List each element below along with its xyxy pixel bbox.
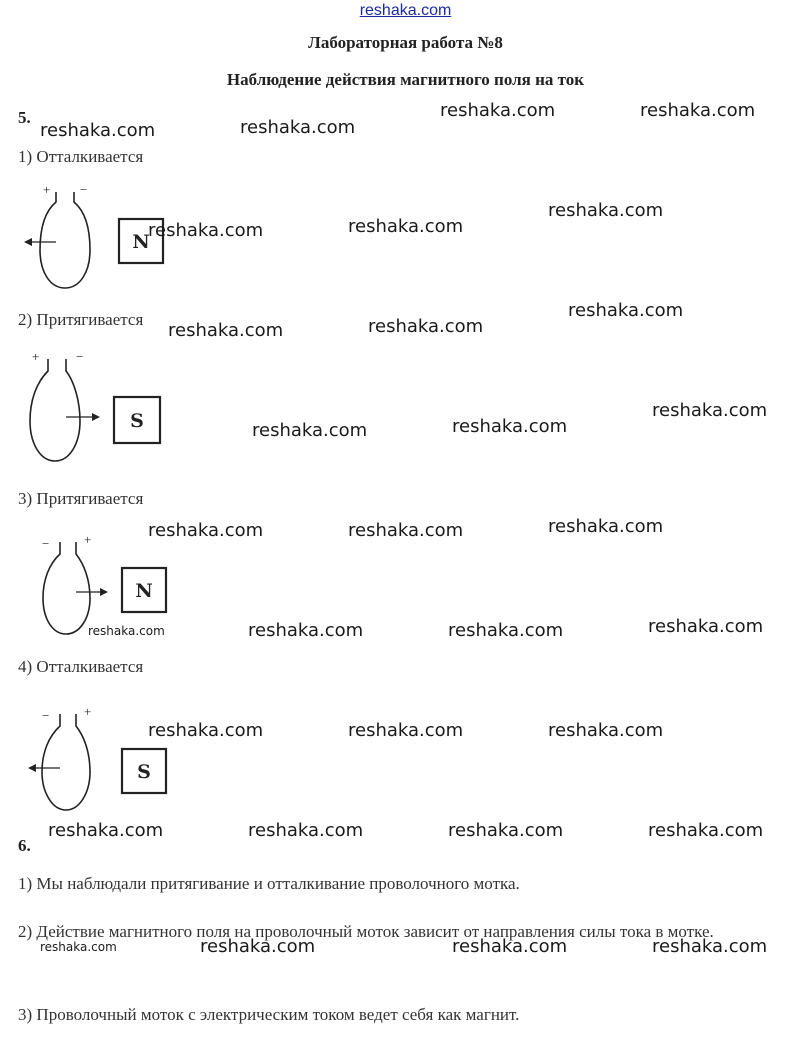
watermark: reshaka.com [568,300,684,321]
item-3-label: 3) Притягивается [18,489,144,508]
answer-1: 1) Мы наблюдали притягивание и отталкивание проволочного мотка. [18,874,520,893]
watermark: reshaka.com [168,320,284,341]
watermark: reshaka.com [148,520,264,541]
page-title: Лабораторная работа №8 [308,33,503,52]
watermark: reshaka.com [452,416,568,437]
watermark: reshaka.com [40,120,156,141]
answer-2: 2) Действие магнитного поля на проволочный моток зависит от направления силы тока в мотке. [18,922,714,941]
watermark: reshaka.com [348,720,464,741]
answer-3: 3) Проволочный моток с электрическим током ведет себя как магнит. [18,1005,520,1024]
watermark: reshaka.com [448,620,564,641]
watermark: reshaka.com [440,100,556,121]
coil-terminal-sign: + [43,182,51,197]
watermark: reshaka.com [348,216,464,237]
watermark: reshaka.com [648,820,764,841]
watermark: reshaka.com [148,720,264,741]
item-2-label: 2) Притягивается [18,310,144,329]
section-6-number: 6. [18,836,31,855]
watermark: reshaka.com [548,200,664,221]
watermark: reshaka.com [652,936,768,957]
watermark: reshaka.com [248,620,364,641]
item-4-label: 4) Отталкивается [18,657,144,676]
watermark: reshaka.com [452,936,568,957]
coil-terminal-sign: + [84,704,92,719]
watermark: reshaka.com [548,720,664,741]
magnet-letter: S [137,761,151,783]
arrow-left-icon [24,238,32,246]
watermark: reshaka.com [368,316,484,337]
watermark: reshaka.com [40,940,117,954]
arrow-right-icon [92,413,100,421]
section-5-number: 5. [18,108,31,127]
watermark: reshaka.com [448,820,564,841]
coil-terminal-sign: + [84,532,92,547]
magnet-letter: S [130,410,144,432]
watermark: reshaka.com [252,420,368,441]
arrow-left-icon [28,764,36,772]
watermark: reshaka.com [648,616,764,637]
watermark: reshaka.com [348,520,464,541]
coil-figure-2 [10,345,180,470]
watermark: reshaka.com [240,117,356,138]
magnet-letter: N [135,580,153,602]
watermark: reshaka.com [248,820,364,841]
coil-figure-4 [18,702,188,814]
coil-terminal-sign: − [80,182,88,197]
coil-terminal-sign: − [42,536,50,551]
item-1-label: 1) Отталкивается [18,147,144,166]
arrow-right-icon [100,588,108,596]
watermark: reshaka.com [548,516,664,537]
watermark: reshaka.com [148,220,264,241]
site-link[interactable]: reshaka.com [359,2,452,19]
watermark: reshaka.com [200,936,316,957]
magnet-letter: N [132,231,150,253]
watermark: reshaka.com [640,100,756,121]
watermark: reshaka.com [48,820,164,841]
coil-terminal-sign: − [42,708,50,723]
coil-terminal-sign: − [76,349,84,364]
coil-terminal-sign: + [32,349,40,364]
watermark: reshaka.com [652,400,768,421]
watermark: reshaka.com [88,624,165,638]
page-subtitle: Наблюдение действия магнитного поля на ток [226,70,585,89]
